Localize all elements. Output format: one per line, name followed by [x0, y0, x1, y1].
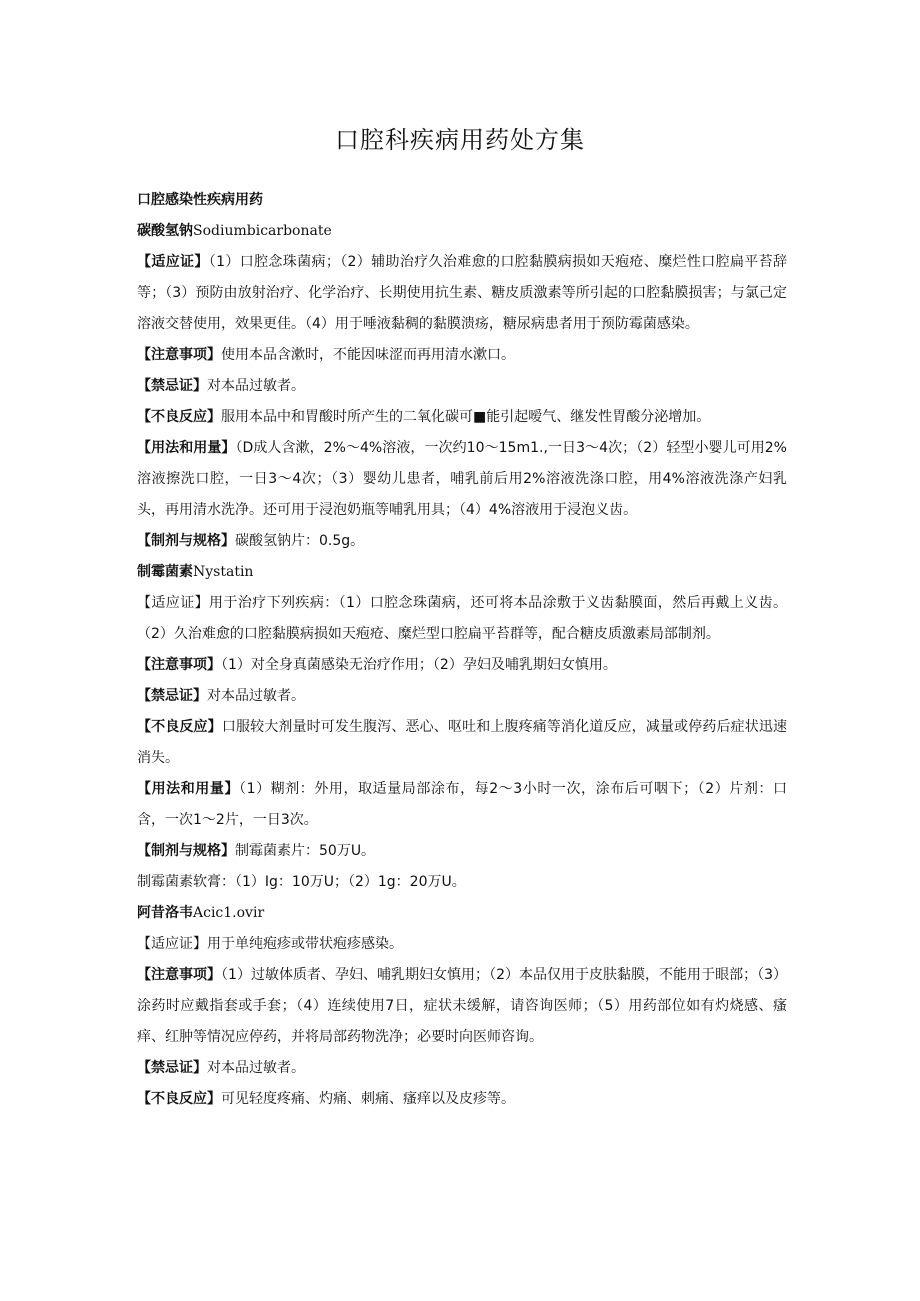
- drug-item: [137, 1053, 787, 1084]
- drug-item: [137, 433, 787, 526]
- item-label: 【禁忌证】: [137, 378, 207, 394]
- item-text: 口服较大剂量时可发生腹泻、恶心、呕吐和上腹疼痛等消化道反应，减量或停药后症状迅速消失。: [137, 719, 788, 766]
- drug-heading: [137, 898, 787, 929]
- item-text: （1）对全身真菌感染无治疗作用；（2）孕妇及哺乳期妇女慎用。: [221, 657, 617, 673]
- item-text: （1）过敏体质者、孕妇、哺乳期妇女慎用；（2）本品仅用于皮肤黏膜，不能用于眼部；（3）涂药时应戴指套或手套；（4）连续使用7日，症状未缓解，请咨询医师；（5）用药部位如有灼烧感、瘙痒、红肿等情况应停药，并将局部药物洗净；必要时向医师咨询。: [137, 967, 787, 1045]
- item-text: （1）糊剂：外用，取适量局部涂布，每2～3小时一次，涂布后可咽下；（2）片剂：口含，一次1～2片，一日3次。: [137, 781, 787, 828]
- item-label: 【适应证】: [137, 936, 207, 952]
- item-label: 【不良反应】: [137, 1091, 221, 1107]
- item-label: 【适应证】: [137, 254, 209, 270]
- drug-name-en: Acic1.ovir: [193, 905, 265, 921]
- item-text: 制霉菌素软膏：（1）Ig：10万U；（2）1g：20万U。: [137, 874, 466, 890]
- item-text: 制霉菌素片：50万U。: [235, 843, 376, 859]
- item-label: 【不良反应】: [137, 719, 222, 735]
- drug-name-cn: 制霉菌素: [137, 564, 193, 580]
- drug-item: [137, 681, 787, 712]
- item-label: 【注意事项】: [137, 657, 221, 673]
- item-text: 服用本品中和胃酸时所产生的二氧化碳可■能引起嗳气、继发性胃酸分泌增加。: [221, 409, 711, 425]
- drug-item: [137, 588, 787, 650]
- item-label: 【注意事项】: [137, 967, 222, 983]
- drug-item: [137, 650, 787, 681]
- page-title: 口腔科疾病用药处方集: [335, 126, 585, 154]
- drug-name-cn: 阿昔洛韦: [137, 905, 193, 921]
- drug-item: [137, 712, 787, 774]
- drug-item: [137, 1084, 787, 1115]
- drug-name-en: Sodiumbicarbonate: [193, 223, 332, 239]
- item-label: 【制剂与规格】: [137, 843, 235, 859]
- drug-name-en: Nystatin: [193, 564, 254, 580]
- drug-item: [137, 340, 787, 371]
- item-label: 【不良反应】: [137, 409, 221, 425]
- item-label: 【适应证】: [137, 595, 210, 611]
- item-text: 对本品过敏者。: [207, 1060, 305, 1076]
- item-label: 【禁忌证】: [137, 1060, 207, 1076]
- item-text: 对本品过敏者。: [207, 688, 305, 704]
- item-label: 【用法和用量】: [137, 781, 240, 797]
- drug-heading: [137, 216, 787, 247]
- item-text: 用于治疗下列疾病：（1）口腔念珠菌病，还可将本品涂敷于义齿黏膜面，然后再戴上义齿。（2）久治难愈的口腔黏膜病损如天疱疮、糜烂型口腔扁平苔群等，配合糖皮质激素局部制剂。: [137, 595, 788, 642]
- item-text: 使用本品含漱时，不能因味涩而再用清水漱口。: [221, 347, 515, 363]
- drug-item: [137, 960, 787, 1053]
- section-heading: 口腔感染性疾病用药: [137, 192, 263, 208]
- drug-item: [137, 371, 787, 402]
- drug-item: [137, 247, 787, 340]
- drug-heading: [137, 557, 787, 588]
- item-label: 【用法和用量】: [137, 440, 236, 456]
- item-text: （D成人含漱，2%～4%溶液，一次约10～15m1.,一日3～4次；（2）轻型小婴儿可用2%溶液擦洗口腔，一日3～4次；（3）婴幼儿患者，哺乳前后用2%溶液洗涤口腔，用4%溶液洗涤产妇乳头，再用清水洗净。还可用于浸泡奶瓶等哺乳用具；（4）4%溶液用于浸泡义齿。: [137, 440, 787, 518]
- item-text: 对本品过敏者。: [207, 378, 305, 394]
- drug-item: [137, 774, 787, 836]
- item-label: 【制剂与规格】: [137, 533, 235, 549]
- item-text: （1）口腔念珠菌病；（2）辅助治疗久治难愈的口腔黏膜病损如天疱疮、糜烂性口腔扁平苔辞等；（3）预防由放射治疗、化学治疗、长期使用抗生素、糖皮质激素等所引起的口腔黏膜损害；与氯己定溶液交替使用，效果更佳。（4）用于唾液黏稠的黏膜溃疡，糖尿病患者用于预防霉菌感染。: [137, 254, 788, 332]
- item-text: 碳酸氢钠片：0.5g。: [235, 533, 365, 549]
- item-text: 用于单纯疱疹或带状疱疹感染。: [207, 936, 403, 952]
- item-label: 【禁忌证】: [137, 688, 207, 704]
- drug-item: [137, 526, 787, 557]
- document-body: [137, 185, 787, 1115]
- item-label: 【注意事项】: [137, 347, 221, 363]
- drug-item: [137, 929, 787, 960]
- drug-name-cn: 碳酸氢钠: [137, 223, 193, 239]
- item-text: 可见轻度疼痛、灼痛、刺痛、瘙痒以及皮疹等。: [221, 1091, 515, 1107]
- drug-item: [137, 867, 787, 898]
- drug-item: [137, 402, 787, 433]
- drug-item: [137, 836, 787, 867]
